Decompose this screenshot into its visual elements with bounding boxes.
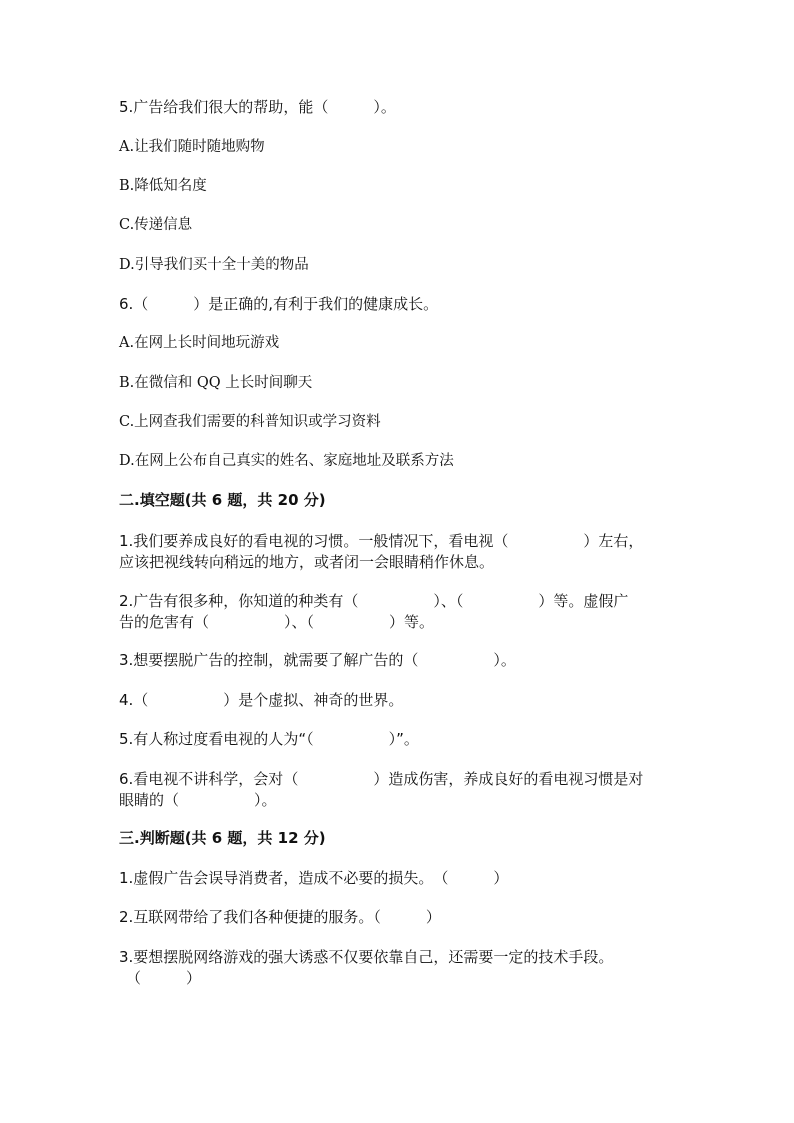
choice-question-6-option-c: C.上网查我们需要的科普知识或学习资料 <box>119 414 381 430</box>
fill-question-1-line-1: 1.我们要养成良好的看电视的习惯。一般情况下，看电视（ ）左右， <box>119 532 644 550</box>
fill-question-6-line-2: 眼睛的（ ）。 <box>119 791 277 809</box>
choice-question-5-option-d: D.引导我们买十全十美的物品 <box>119 257 309 273</box>
tf-question-2: 2.互联网带给了我们各种便捷的服务。（ ） <box>119 908 441 926</box>
fill-question-4: 4.（ ）是个虚拟、神奇的世界。 <box>119 691 404 709</box>
choice-question-5-option-a: A.让我们随时随地购物 <box>119 139 265 155</box>
section-heading-true-false: 三.判断题(共 6 题，共 12 分) <box>119 829 326 847</box>
tf-question-1: 1.虚假广告会误导消费者，造成不必要的损失。 （ ） <box>119 869 509 887</box>
choice-question-6-option-b: B.在微信和 QQ 上长时间聊天 <box>119 375 313 391</box>
fill-question-2-line-1: 2.广告有很多种，你知道的种类有（ ）、（ ）等。虚假广 <box>119 592 629 610</box>
fill-question-5: 5.有人称过度看电视的人为“（ ）”。 <box>119 730 419 748</box>
choice-question-6-stem: 6.（ ）是正确的,有利于我们的健康成长。 <box>119 295 439 313</box>
fill-question-2-line-2: 告的危害有（ ）、（ ）等。 <box>119 613 435 631</box>
choice-question-5-option-b: B.降低知名度 <box>119 178 207 194</box>
choice-question-5-stem: 5.广告给我们很大的帮助，能（ ）。 <box>119 98 396 116</box>
choice-question-5-option-c: C.传递信息 <box>119 217 193 233</box>
section-heading-fill-blank: 二.填空题(共 6 题，共 20 分) <box>119 491 326 509</box>
fill-question-6-line-1: 6.看电视不讲科学，会对（ ）造成伤害，养成良好的看电视习惯是对 <box>119 770 644 788</box>
choice-question-6-option-d: D.在网上公布自己真实的姓名、家庭地址及联系方法 <box>119 453 454 469</box>
tf-question-3-line-2: （ ） <box>126 969 202 987</box>
tf-question-3-line-1: 3.要想摆脱网络游戏的强大诱惑不仅要依靠自己，还需要一定的技术手段。 <box>119 948 614 966</box>
fill-question-1-line-2: 应该把视线转向稍远的地方，或者闭一会眼睛稍作休息。 <box>119 553 495 571</box>
fill-question-3: 3.想要摆脱广告的控制，就需要了解广告的（ ）。 <box>119 651 516 669</box>
choice-question-6-option-a: A.在网上长时间地玩游戏 <box>119 335 280 351</box>
